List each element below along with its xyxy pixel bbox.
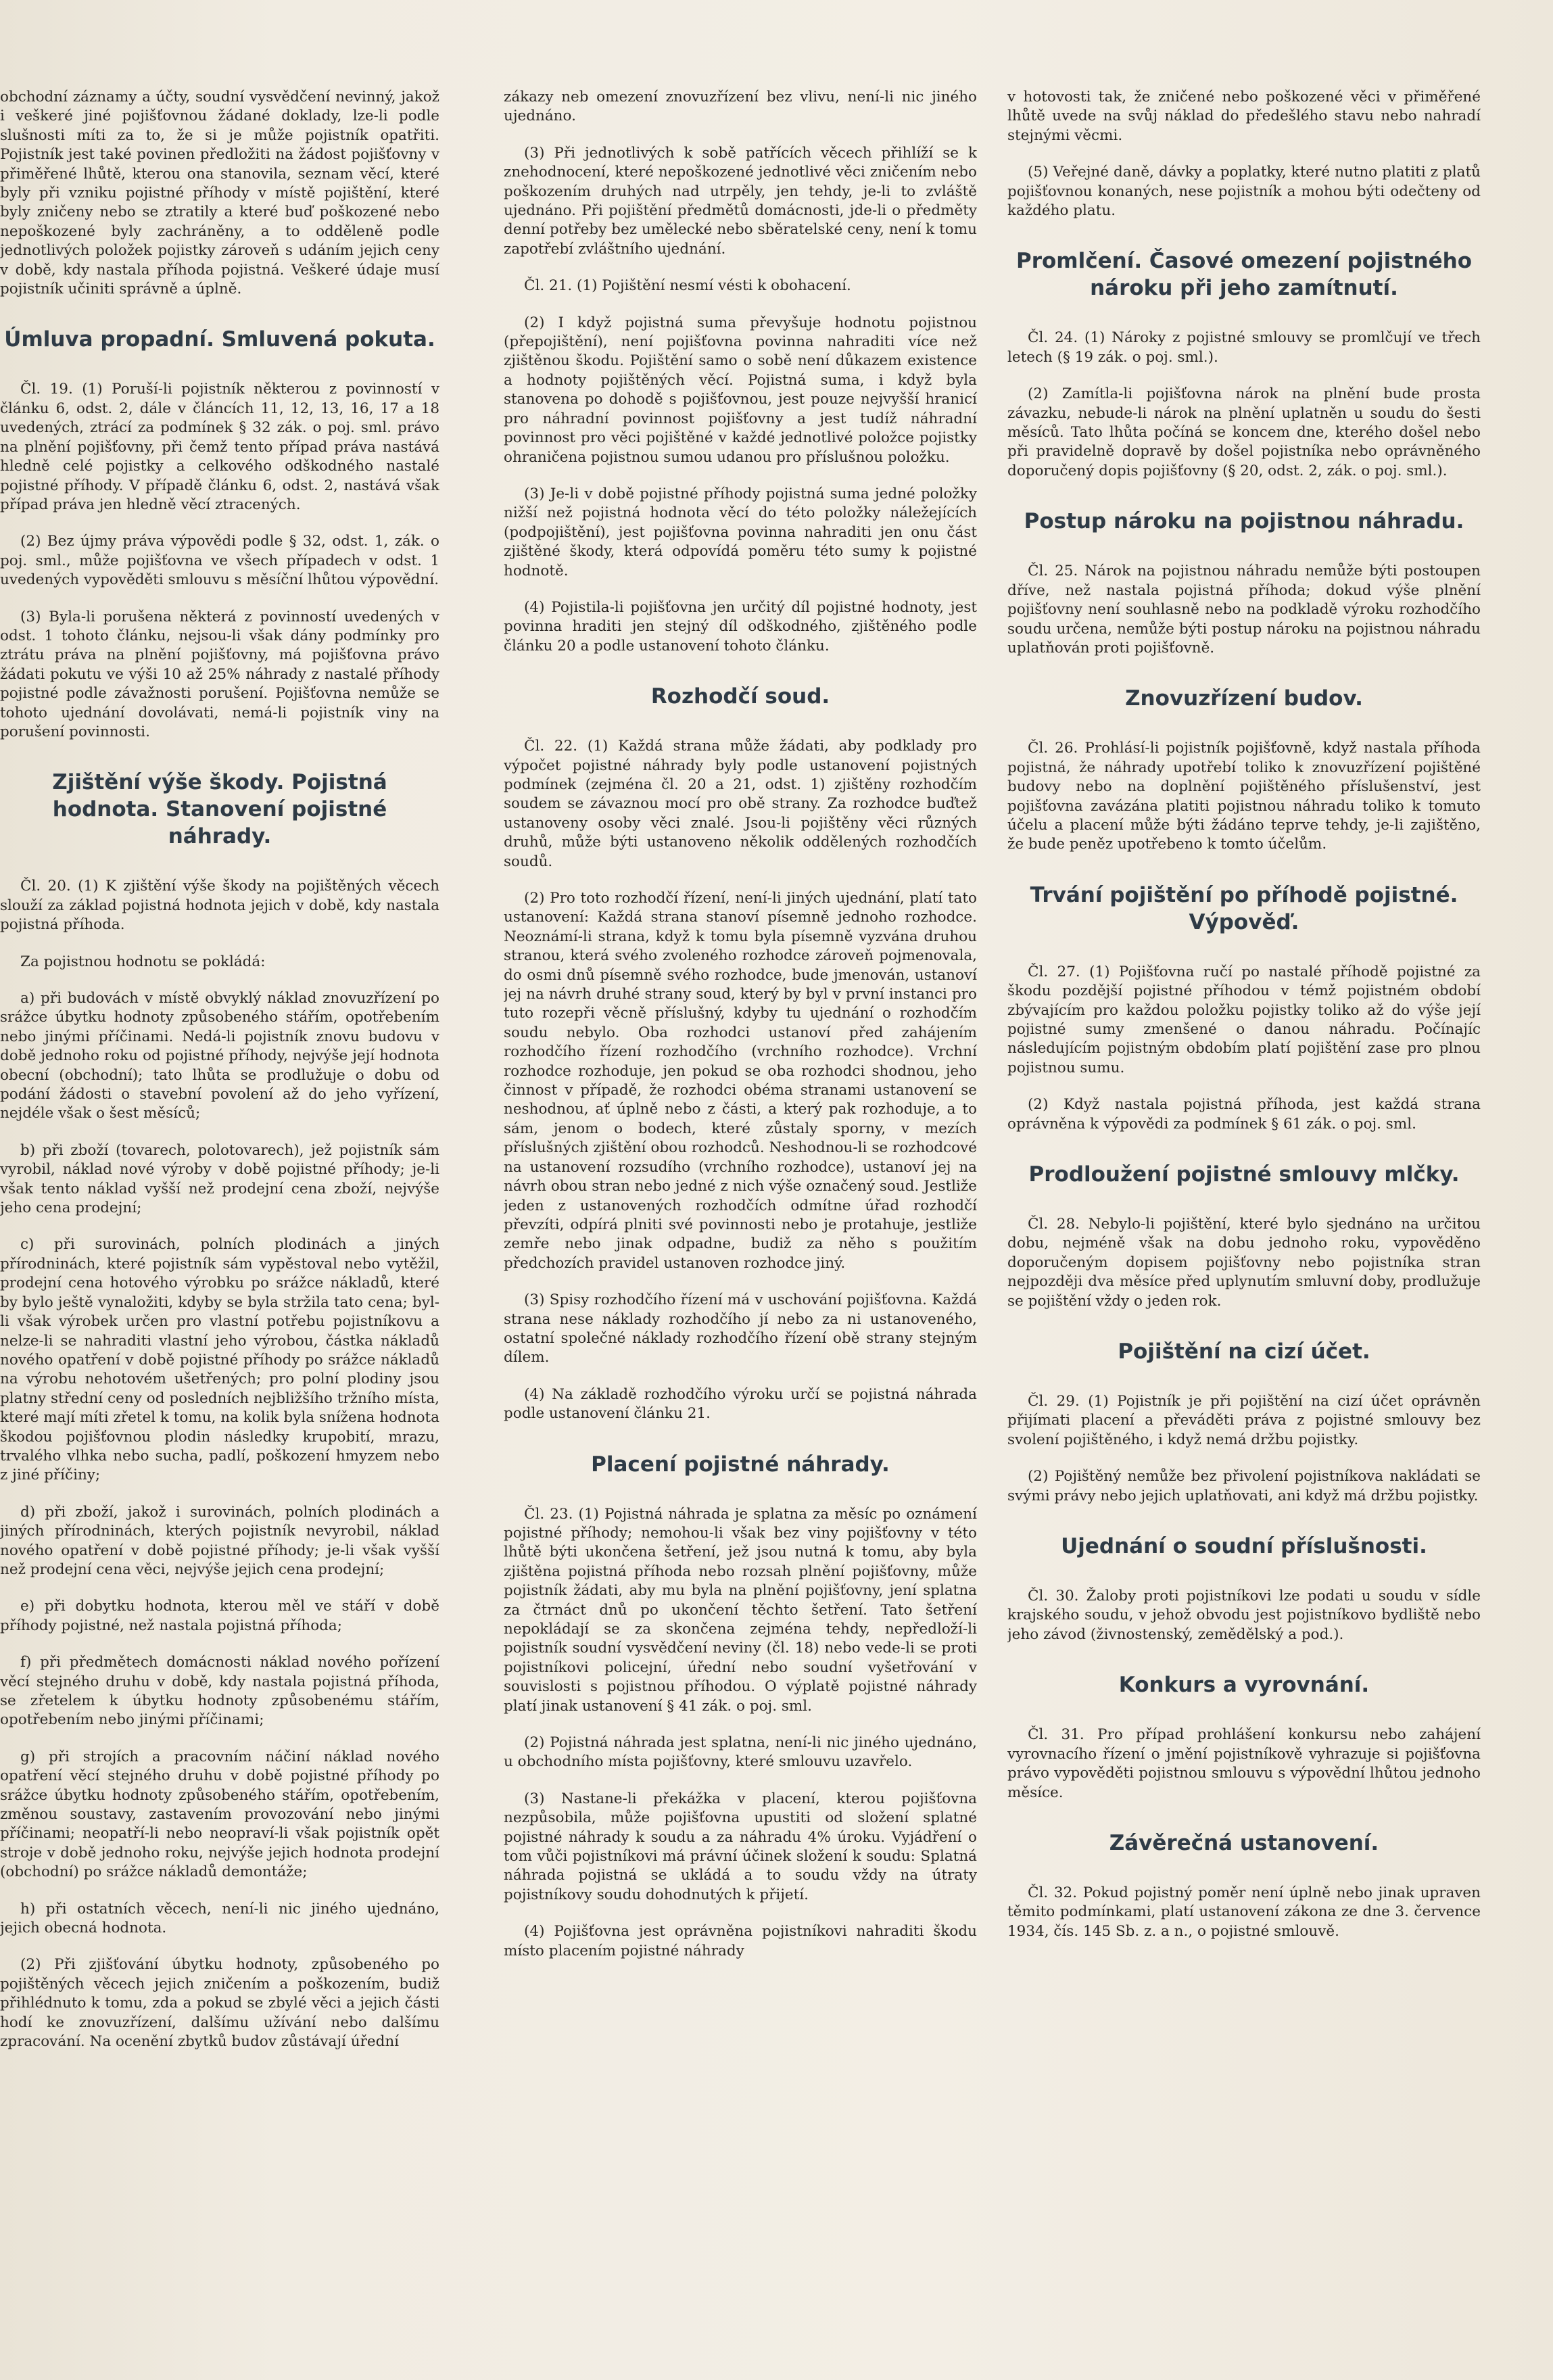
paragraph-cl-20-1: Čl. 20. (1) K zjištění výše škody na pojištěných věcech slouží za základ pojistná hodnota jejich v době, kdy nastala pojistná příhoda. xyxy=(0,878,439,934)
paragraph-cl-20-d: d) při zboží, jakož i surovinách, polních plodinách a jiných přírodninách, kterých pojistník nevyrobil, náklad nového opatření v době pojistné příhody; je-li však vyšší než prodejní cena věci, nejvýše jejich cena prodejní; xyxy=(0,1503,439,1578)
paragraph-cl-21-3: (3) Je-li v době pojistné příhody pojistná suma jedné položky nižší než pojistná hodnota věcí do této položky náležejících (podpojištění), jest pojišťovna povinna nahraditi jen onu část zjištěné škody, která odpovídá poměru této sumy k pojistné hodnotě. xyxy=(504,485,977,579)
text-column-middle xyxy=(504,88,977,1978)
heading-rozhodci-soud: Rozhodčí soud. xyxy=(650,684,830,709)
paragraph-cl-19-3: (3) Byla-li porušena některá z povinností uvedených v odst. 1 tohoto článku, nejsou-li však dány podmínky pro ztrátu práva na plnění pojišťovny, má pojišťovna právo žádati pokutu ve výši 10 až 25% náhrady z nastalé příhody pojistné podle závažnosti porušení. Pojišťovna nemůže se tohoto ujednání dovolávati, nemá-li pojistník viny na porušení povinnosti. xyxy=(0,608,439,740)
paragraph-cl-20-f: f) při předmětech domácnosti náklad nového pořízení věcí stejného druhu v době, kdy nastala pojistná příhoda, se zřetelem k úbytku hodnoty způsobenému stářím, opotřebením nebo jinými příčinami; xyxy=(0,1654,439,1729)
paragraph-cl-29-1: Čl. 29. (1) Pojistník je při pojištění na cizí účet oprávněn přijímati placení a převáděti práva z pojistné smlouvy bez svolení pojištěného, i když nemá držbu pojistky. xyxy=(1007,1393,1481,1448)
paragraph-cl-21-4: (4) Pojistila-li pojišťovna jen určitý díl pojistné hodnoty, jest povinna hraditi jen stejný díl odškodného, zjištěného podle článku 20 a podle ustanovení tohoto článku. xyxy=(504,598,977,654)
paragraph-cl-27-2: (2) Když nastala pojistná příhoda, jest každá strana oprávněna k výpovědi za podmínek § 61 zák. o poj. sml. xyxy=(1007,1096,1481,1133)
heading-zjisteni-vyse-skody: Zjištění výše škody. Pojistná hodnota. Stanovení pojistné náhrady. xyxy=(52,770,387,849)
heading-promlceni: Promlčení. Časové omezení pojistného nároku při jeho zamítnutí. xyxy=(1016,249,1472,301)
paragraph-cl-20-3: (3) Při jednotlivých k sobě patřících věcech přihlíží se k znehodnocení, které nepoškozené jednotlivé věci zničením nebo poškozením druhých nad utrpěly, jen tehdy, je-li to zvláště ujednáno. Při pojištění předmětů domácnosti, jde-li o předměty denní potřeby bez umělecké nebo sběratelské ceny, není k tomu zapotřebí zvláštního ujednání. xyxy=(504,144,977,258)
paragraph-cl-25: Čl. 25. Nárok na pojistnou náhradu nemůže býti postoupen dříve, než nastala pojistná příhoda; dokud výše plnění pojišťovny není souhlasně nebo na podkladě výroku rozhodčího soudu určena, nemůže býti postup nároku na pojistnou náhradu uplatňován proti pojišťovně. xyxy=(1007,563,1481,657)
paragraph-cl-22-3: (3) Spisy rozhodčího řízení má v uschování pojišťovna. Každá strana nese náklady rozhodčího jí nebo za ni ustanoveného, ostatní společné náklady rozhodčího řízení obě strany stejným dílem. xyxy=(504,1291,977,1366)
paragraph-cl-23-5: (5) Veřejné daně, dávky a poplatky, které nutno platiti z platů pojišťovnou konaných, nese pojistník a mohou býti odečteny od každého platu. xyxy=(1007,164,1481,220)
paragraph-cl-27-1: Čl. 27. (1) Pojišťovna ručí po nastalé příhodě pojistné za škodu pozdější pojistné příhodou v témž pojistném období zbývajícím pro každou položku pojistky toliko až do výše její pojistné sumy zmenšené o danou náhradu. Počínajíc následujícím pojistným obdobím platí pojištění zase pro plnou pojistnou sumu. xyxy=(1007,963,1481,1076)
paragraph-cl-19-1: Čl. 19. (1) Poruší-li pojistník některou z povinností v článku 6, odst. 2, dále v článcích 11, 12, 13, 16, 17 a 18 uvedených, ztrácí za podmínek § 32 zák. o poj. sml. právo na plnění pojišťovny, při čemž tento případ práva nastává hledně celé pojistky a celkového odškodného nastalé pojistné příhody. V případě článku 6, odst. 2, nastává však případ práva jen hledně věcí ztracených. xyxy=(0,381,439,513)
paragraph-cl-31: Čl. 31. Pro případ prohlášení konkursu nebo zahájení vyrovnacího řízení o jmění pojistníkově vyhrazuje si pojišťovna právo vypověděti pojistnou smlouvu s výpovědní lhůtou jednoho měsíce. xyxy=(1007,1726,1481,1801)
heading-postup-naroku: Postup nároku na pojistnou náhradu. xyxy=(1024,509,1464,534)
paragraph-cl-23-3: (3) Nastane-li překážka v placení, kterou pojišťovna nezpůsobila, může pojišťovna upustiti od složení splatné pojistné náhrady k soudu a za náhradu 4% úroku. Vyjádření o tom vůči pojistníkovi má právní účinek složení k soudu: Splatná náhrada pojistná se ukládá a to soudu vždy na útraty pojistníkovy soudu dohodnutých k přijetí. xyxy=(504,1790,977,1903)
heading-pojisteni-na-cizi-ucet: Pojištění na cizí účet. xyxy=(1118,1339,1370,1364)
paragraph-cl-23-4: (4) Pojišťovna jest oprávněna pojistníkovi nahraditi škodu místo placením pojistné náhrady xyxy=(504,1923,977,1959)
paragraph-cl-24-2: (2) Zamítla-li pojišťovna nárok na plnění bude prosta závazku, nebude-li nárok na plnění uplatněn u soudu do šesti měsíců. Tato lhůta počíná se koncem dne, kterého došel nebo při pravidelně dopravě by došel pojistníka nebo oprávněného doporučený dopis pojišťovny (§ 20, odst. 2, zák. o poj. sml.). xyxy=(1007,385,1481,479)
heading-placeni-pojistne-nahrady: Placení pojistné náhrady. xyxy=(591,1452,890,1477)
paragraph-cl-20-g: g) při strojích a pracovním náčiní náklad nového opatření věcí stejného druhu v době pojistné příhody po srážce úbytku hodnoty způsobeného stářím, opotřebením, změnou soustavy, zastavením provozování nebo jinými příčinami; neopatří-li nebo neopraví-li však pojistník opět stroje v době jednoho roku, nejvýše jejich hodnota prodejní (obchodní) po srážce nákladů demontáže; xyxy=(0,1748,439,1881)
paragraph-cl-20-a: a) při budovách v místě obvyklý náklad znovuzřízení po srážce úbytku hodnoty způsobeného stářím, opotřebením nebo jinými příčinami. Nedá-li pojistník znovu budovu v době jednoho roku od pojistné příhody, nejvýše její hodnota obecní (obchodní); tato lhůta se prodlužuje o dobu od podání žádosti o stavební povolení až do jeho vyřízení, nejdéle však o šest měsíců; xyxy=(0,990,439,1122)
paragraph-cl-30: Čl. 30. Žaloby proti pojistníkovi lze podati u soudu v sídle krajského soudu, v jehož obvodu jest pojistníkovo bydliště nebo jeho závod (živnostenský, zemědělský a pod.). xyxy=(1007,1588,1481,1643)
text-column-right xyxy=(1007,88,1481,1959)
paragraph-cl-21-2: (2) I když pojistná suma převyšuje hodnotu pojistnou (přepojištění), není pojišťovna povinna nahraditi více než zjištěnou škodu. Pojištění samo o sobě není důkazem existence a hodnoty pojištěných věcí. Pojistná suma, i když byla stanovena po dohodě s pojišťovnou, jest pouze nejvyšší hranicí pro náhradní povinnost pojišťovny a jest tudíž náhradní povinnost pro věci pojištěné v každé jednotlivé položce pojistky ohraničena pojistnou sumou udanou pro příslušnou položku. xyxy=(504,314,977,466)
paragraph-cl-22-4: (4) Na základě rozhodčího výroku určí se pojistná náhrada podle ustanovení článku 21. xyxy=(504,1385,977,1423)
heading-umluva-propadni: Úmluva propadní. Smluvená pokuta. xyxy=(4,327,435,352)
paragraph-cl-20-e: e) při dobytku hodnota, kterou měl ve stáří v době příhody pojistné, než nastala pojistná příhoda; xyxy=(0,1598,439,1634)
paragraph-cl-32: Čl. 32. Pokud pojistný poměr není úplně nebo jinak upraven těmito podmínkami, platí ustanovení zákona ze dne 3. července 1934, čís. 145 Sb. z. a n., o pojistné smlouvě. xyxy=(1007,1884,1481,1940)
paragraph-cl-28: Čl. 28. Nebylo-li pojištění, které bylo sjednáno na určitou dobu, nejméně však na dobu jednoho roku, vypověděno doporučeným dopisem pojišťovny nebo pojistníka stran nejpozději dva měsíce před uplynutím smluvní doby, prodlužuje se pojištění vždy o jeden rok. xyxy=(1007,1216,1481,1310)
paragraph-cl-29-2: (2) Pojištěný nemůže bez přivolení pojistníkova nakládati se svými právy nebo jejich uplatňovati, ani když má držbu pojistky. xyxy=(1007,1468,1481,1504)
paragraph-cl-20-2: (2) Při zjišťování úbytku hodnoty, způsobeného po pojištěných věcech jejich zničením a poškozením, budiž přihlédnuto k tomu, zda a pokud se zbylé věci a jejich části hodí ke znovuzřízení, dalšímu užívání nebo dalšímu zpracování. Na ocenění zbytků budov zůstávají úřední xyxy=(0,1956,439,2051)
paragraph-cl-23-1: Čl. 23. (1) Pojistná náhrada je splatna za měsíc po oznámení pojistné příhody; nemohou-li však bez viny pojišťovny v této lhůtě býti ukončena šetření, jež jsou nutná k tomu, aby byla zjištěna pojistná příhoda nebo rozsah plnění pojišťovny, může pojistník žádati, aby mu byla na plnění pojišťovny, jení splatna za čtrnáct dnů po ukončení těchto šetření. Tato šetření nepokládají se za skončena zejména tehdy, nepředloží-li pojistník soudní vysvědčení neviny (čl. 18) nebo vede-li se proti pojistníkovi policejní, úřední nebo soudní vyšetřování v souvislosti s pojistnou příhodou. O výplatě pojistné náhrady platí jinak ustanovení § 41 zák. o poj. sml. xyxy=(504,1505,977,1715)
paragraph-cl-26: Čl. 26. Prohlásí-li pojistník pojišťovně, když nastala příhoda pojistná, že náhrady upotřebí toliko k znovuzřízení pojištěné budovy nebo na doplnění pojištěného příslušenství, jest pojišťovna zavázána platiti pojistnou náhradu toliko k tomuto účelu a placení může býti žádáno teprve tehdy, je-li zajištěno, že bude peněz upotřebeno k tomto účelům. xyxy=(1007,740,1481,853)
paragraph-continuation: zákazy neb omezení znovuzřízení bez vlivu, není-li nic jiného ujednáno. xyxy=(504,89,977,125)
paragraph-cl-20-h: h) při ostatních věcech, není-li nic jiného ujednáno, jejich obecná hodnota. xyxy=(0,1900,439,1937)
paragraph-cl-20-b: b) při zboží (tovarech, polotovarech), jež pojistník sám vyrobil, náklad nové výroby v době pojistné příhody; je-li však tento náklad vyšší než prodejní cena zboží, nejvýše jeho cena prodejní; xyxy=(0,1141,439,1217)
heading-zaverecna-ustanoveni: Závěrečná ustanovení. xyxy=(1109,1830,1379,1855)
paragraph-cl-20-za: Za pojistnou hodnotu se pokládá: xyxy=(20,953,266,970)
heading-prodlouzeni-smlouvy: Prodloužení pojistné smlouvy mlčky. xyxy=(1028,1162,1460,1187)
paragraph-cl-22-1: Čl. 22. (1) Každá strana může žádati, aby podklady pro výpočet pojistné náhrady byly podle ustanovení pojistných podmínek (zejména čl. 20 a 21, odst. 1) zjištěny rozhodčím soudem se závaznou mocí pro obě strany. Za rozhodce buďtež ustanoveny osoby věci znalé. Jsou-li pojištěny věci různých druhů, může býti ustanoveno několik oddělených rozhodčích soudů. xyxy=(504,738,977,870)
heading-soudni-prislusnost: Ujednání o soudní příslušnosti. xyxy=(1061,1534,1427,1559)
heading-znovuzrizeni-budov: Znovuzřízení budov. xyxy=(1125,686,1363,711)
paragraph-cl-19-2: (2) Bez újmy práva výpovědi podle § 32, odst. 1, zák. o poj. sml., může pojišťovna ve všech případech v odst. 1 uvedených vypověděti smlouvu s měsíční lhůtou výpovědní. xyxy=(0,533,439,589)
paragraph-cl-21-1: Čl. 21. (1) Pojištění nesmí vésti k obohacení. xyxy=(524,277,851,295)
paragraph-continuation: v hotovosti tak, že zničené nebo poškozené věci v přiměřené lhůtě uvede na svůj náklad do předešlého stavu nebo nahradí stejnými věcmi. xyxy=(1007,89,1481,144)
paragraph-intro: obchodní záznamy a účty, soudní vysvědčení nevinný, jakož i veškeré jiné pojišťovnou žádané doklady, lze-li podle slušnosti míti za to, že si je může pojistník opatřiti. Pojistník jest také povinen předložiti na žádost pojišťovny v přiměřené lhůtě, kterou ona stanovila, seznam věcí, které byly při vzniku pojistné příhody v místě pojištění, které byly zničeny nebo se ztratily a které buď poškozené nebo nepoškozené byly zachráněny, a to odděleně podle jednotlivých položek pojistky zároveň s udáním jejich ceny v době, kdy nastala příhoda pojistná. Veškeré údaje musí pojistník učiniti správně a úplně. xyxy=(0,89,439,298)
paragraph-cl-23-2: (2) Pojistná náhrada jest splatna, není-li nic jiného ujednáno, u obchodního místa pojišťovny, které smlouvu uzavřelo. xyxy=(504,1734,977,1771)
paragraph-cl-24-1: Čl. 24. (1) Nároky z pojistné smlouvy se promlčují ve třech letech (§ 19 zák. o poj. sml.). xyxy=(1007,329,1481,366)
paragraph-cl-20-c: c) při surovinách, polních plodinách a jiných přírodninách, které pojistník sám vypěstoval nebo vytěžil, prodejní cena hotového výrobku po srážce nákladů, které by bylo ještě vynaložiti, kdyby se byla stržila tato cena; byl-li však výrobek určen pro vlastní potřebu pojistníkovu a nelze-li se nahraditi vlastní jeho výrobou, částka nákladů nového opatření v době pojistné příhody po srážce nákladů na výrobu nehotovém ušetřených; pro polní plodiny jsou platny střední ceny od posledních nejbližšího tržního místa, které mají míti zřetel k tomu, na kolik byla snížena hodnota škodou pojišťovnou plodin následky krupobití, mrazu, trvalého vlhka nebo sucha, padlí, poškození hmyzem nebo z jiné příčiny; xyxy=(0,1236,439,1484)
paragraph-cl-22-2: (2) Pro toto rozhodčí řízení, není-li jiných ujednání, platí tato ustanovení: Každá strana stanoví písemně jednoho rozhodce. Neoznámí-li strana, když k tomu byla písemně vyzvána druhou stranou, která svého zvoleného rozhodce zároveň pojmenovala, do osmi dnů písemně svého rozhodce, bude jmenován, ustanoví jej na návrh druhé strany soud, který by byl v první instanci pro tuto rozepři věcně příslušný, kdyby tu ujednání o rozhodčím soudu nebylo. Oba rozhodci ustanoví před zahájením rozhodčího řízení rozhodčího (vrchního rozhodce). Vrchní rozhodce rozhoduje, jen pokud se oba rozhodci shodnou, jeho činnost v případě, že rozhodci obéma stranami ustanovení se neshodnou, ať úplně nebo z části, a který pak rozhoduje, a to sám, jenom o bodech, které zůstaly sporny, v mezích příslušných zjištění obou rozhodců. Neshodnou-li se rozhodcové na ustanovení rozsudího (vrchního rozhodce), ustanoví jej na návrh obou stran nebo jedné z nich výše označený soud. Jestliže jeden z ustanovených rozhodčích odmítne úřad rozhodčí převzíti, odpírá plniti své povinnosti nebo je protahuje, jestliže zemře nebo jinak odpadne, budiž za něho s použitím předchozích pravidel ustanoven rozhodce jiný. xyxy=(504,890,977,1272)
text-column-left xyxy=(0,88,439,2070)
heading-konkurs-a-vyrovnani: Konkurs a vyrovnání. xyxy=(1118,1673,1370,1698)
heading-trvani-pojisteni: Trvání pojištění po příhodě pojistné. Výpověď. xyxy=(1030,882,1458,934)
